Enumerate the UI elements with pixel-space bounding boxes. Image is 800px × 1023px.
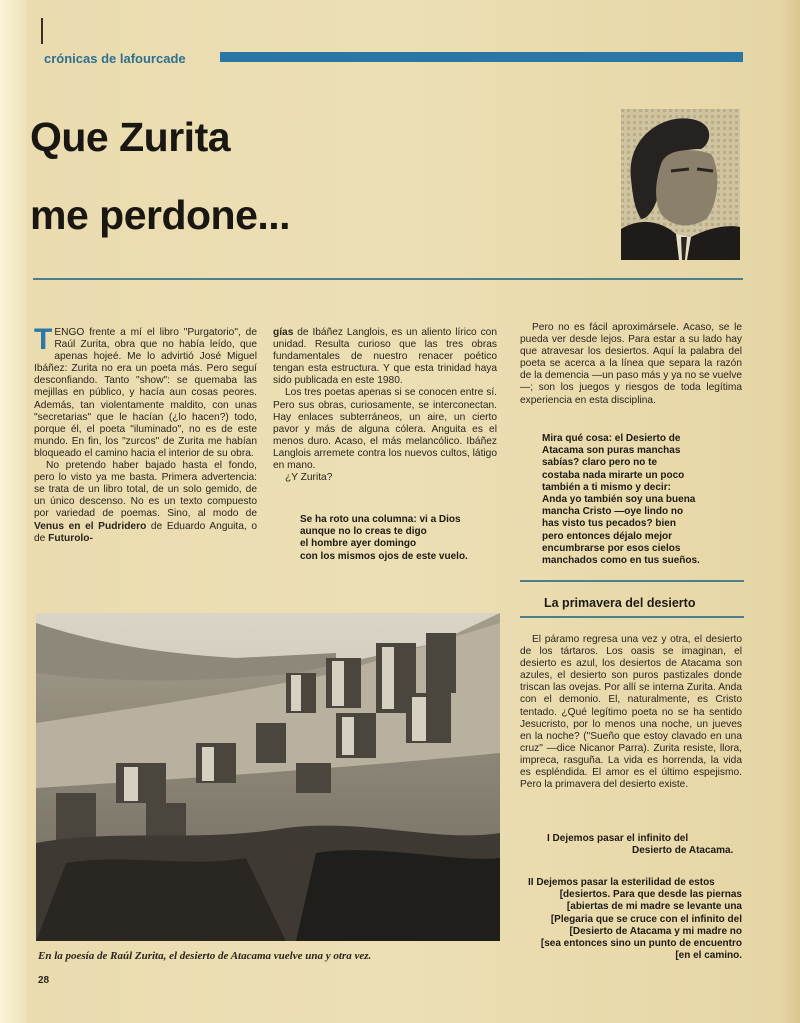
verse-1-line-b: Desierto de Atacama. xyxy=(632,845,734,856)
author-portrait xyxy=(621,109,740,260)
verse-line: [desiertos. Para que desde las piernas xyxy=(559,889,742,901)
paragraph-text: Pero no es fácil aproximársele. Acaso, se le pueda ver desde lejos. Para estar a su lado hay que atravesar los desiertos. Aquí la palabra del poeta se acerca a la línea que separa la razón de la demencia —un paso más y ya no se vuelve—; son los juegos y riesgos de toda legítima experiencia en esta disciplina. xyxy=(520,322,742,406)
paragraph xyxy=(273,472,497,484)
poem-excerpt-2: Mira qué cosa: el Desierto de Atacama son puras manchas sabías? claro pero no te costaba nada mirarte un poco también a ti mismo y decir: Anda yo también soy una buena mancha Cristo —oye lindo no has visto tus pecados? bien pero entonces déjalo mejor encumbrarse por esos cielos manchados como en tus sueños. xyxy=(542,433,700,567)
subhead-rule-bottom xyxy=(520,616,744,618)
paragraph xyxy=(520,634,742,791)
section-label: crónicas de lafourcade xyxy=(44,51,186,66)
paragraph-text: No pretendo haber bajado hasta el fondo, pero lo visto ya me basta. Primera advertencia: se trata de un libro total, de un solo gemido, de un único descenso. No es un texto compuesto por variedad de poemas. Sino, al modo de xyxy=(34,460,257,520)
article-column-2 xyxy=(273,327,497,484)
paragraph-text: ENGO frente a mí el libro "Purgatorio", de Raúl Zurita, obra que no había leído, que apenas hojeé. Me lo advirtió José Miguel Ibáñez: Zurita no era un poeta más. Pero seguí desconfiando. Tanto "show": se quemaba las mejillas en público, y hacía aun cosas peores. Además, tan violentamente maldito, con unas "secretarias" que le hacían (¿lo hacen?) todo, porque él, el poeta "iluminado", no es de este mundo. En fin, los "zurcos" de Zurita me habían bloqueado el camino hacia el interior de su obra. xyxy=(34,327,257,459)
verse-line: [sea entonces sino un punto de encuentro xyxy=(540,938,742,950)
verse-2 xyxy=(528,877,742,962)
book-title: Futurolo- xyxy=(48,532,93,544)
paragraph xyxy=(520,322,742,407)
article-title-line1: Que Zurita xyxy=(30,114,231,160)
page-spine xyxy=(0,0,26,1023)
book-title: gías xyxy=(273,327,294,338)
paragraph xyxy=(34,460,257,545)
article-column-1 xyxy=(34,323,258,545)
verse-line: [Desierto de Atacama y mi madre no xyxy=(569,925,742,937)
subhead-rule-top xyxy=(520,580,744,582)
atacama-ruins-image xyxy=(36,613,500,941)
paragraph-text: ¿Y Zurita? xyxy=(285,472,333,484)
subheading: La primavera del desierto xyxy=(544,596,696,610)
portrait-photo xyxy=(621,109,740,260)
page-number: 28 xyxy=(38,975,50,986)
paragraph xyxy=(34,323,257,460)
section-bar xyxy=(220,52,743,62)
paragraph-text: de Eduardo Anguita, o de xyxy=(34,520,258,544)
verse-line: [Plegaria que se cruce con el infinito del xyxy=(550,913,742,925)
desert-photograph xyxy=(36,613,500,941)
article-title-line2: me perdone... xyxy=(30,192,291,238)
title-divider xyxy=(33,278,743,280)
poem-excerpt-1: Se ha roto una columna: vi a Dios aunque no lo creas te digo el hombre ayer domingo con los mismos ojos de este vuelo. xyxy=(300,514,468,562)
corner-mark xyxy=(41,18,43,44)
article-column-3 xyxy=(520,322,742,407)
verse-line: [abiertas de mi madre se levante una xyxy=(566,901,742,913)
verse-line: II Dejemos pasar la esterilidad de estos xyxy=(528,877,715,888)
photo-caption: En la poesía de Raúl Zurita, el desierto de Atacama vuelve una y otra vez. xyxy=(38,950,372,962)
paragraph-text: El páramo regresa una vez y otra, el desierto de los tártaros. Los oasis se imaginan, el desierto es azul, los desiertos de Atacama son azules, el desierto son puros pastizales donde triscan las ovejas. Por allí se interna Zurita. Anda con el demonio. El, naturalmente, es Cristo tentado. ¿Qué legítimo poeta no se ha sentido Jesucristo, por lo menos una noche, un jueves en la noche? ("Sueño que estoy clavado en una cruz" —dice Nicanor Parra). Zurita resiste, llora, impreca, rasguña. La vida es horrenda, la vida es espléndida. El amor es el último espejismo. Pero la primavera del desierto existe. xyxy=(520,634,742,791)
article-column-3-continued xyxy=(520,634,742,791)
dropcap: T xyxy=(34,323,53,356)
paragraph xyxy=(273,387,497,472)
paragraph xyxy=(273,327,497,387)
verse-line: [en el camino. xyxy=(675,950,742,962)
paragraph-text: de Ibáñez Langlois, es un aliento lírico con unidad. Resulta curioso que las tres obras fundamentales de nuestro renacer poético tengan esta estructura. Y que esta trinidad haya sido publicada en este 1980. xyxy=(273,327,497,387)
book-title: Venus en el Pudridero xyxy=(34,520,147,532)
paragraph-text: Los tres poetas apenas si se conocen entre sí. Pero sus obras, curiosamente, se interconectan. Hay enlaces subterráneos, un aire, un cierto pavor y más de alguna cólera. Anguita es el menos duro. Acaso, el más melancólico. Ibáñez Langlois arremete contra los nuevos cultos, látigo en mano. xyxy=(273,387,497,472)
verse-1-line-a: I Dejemos pasar el infinito del xyxy=(547,833,689,844)
